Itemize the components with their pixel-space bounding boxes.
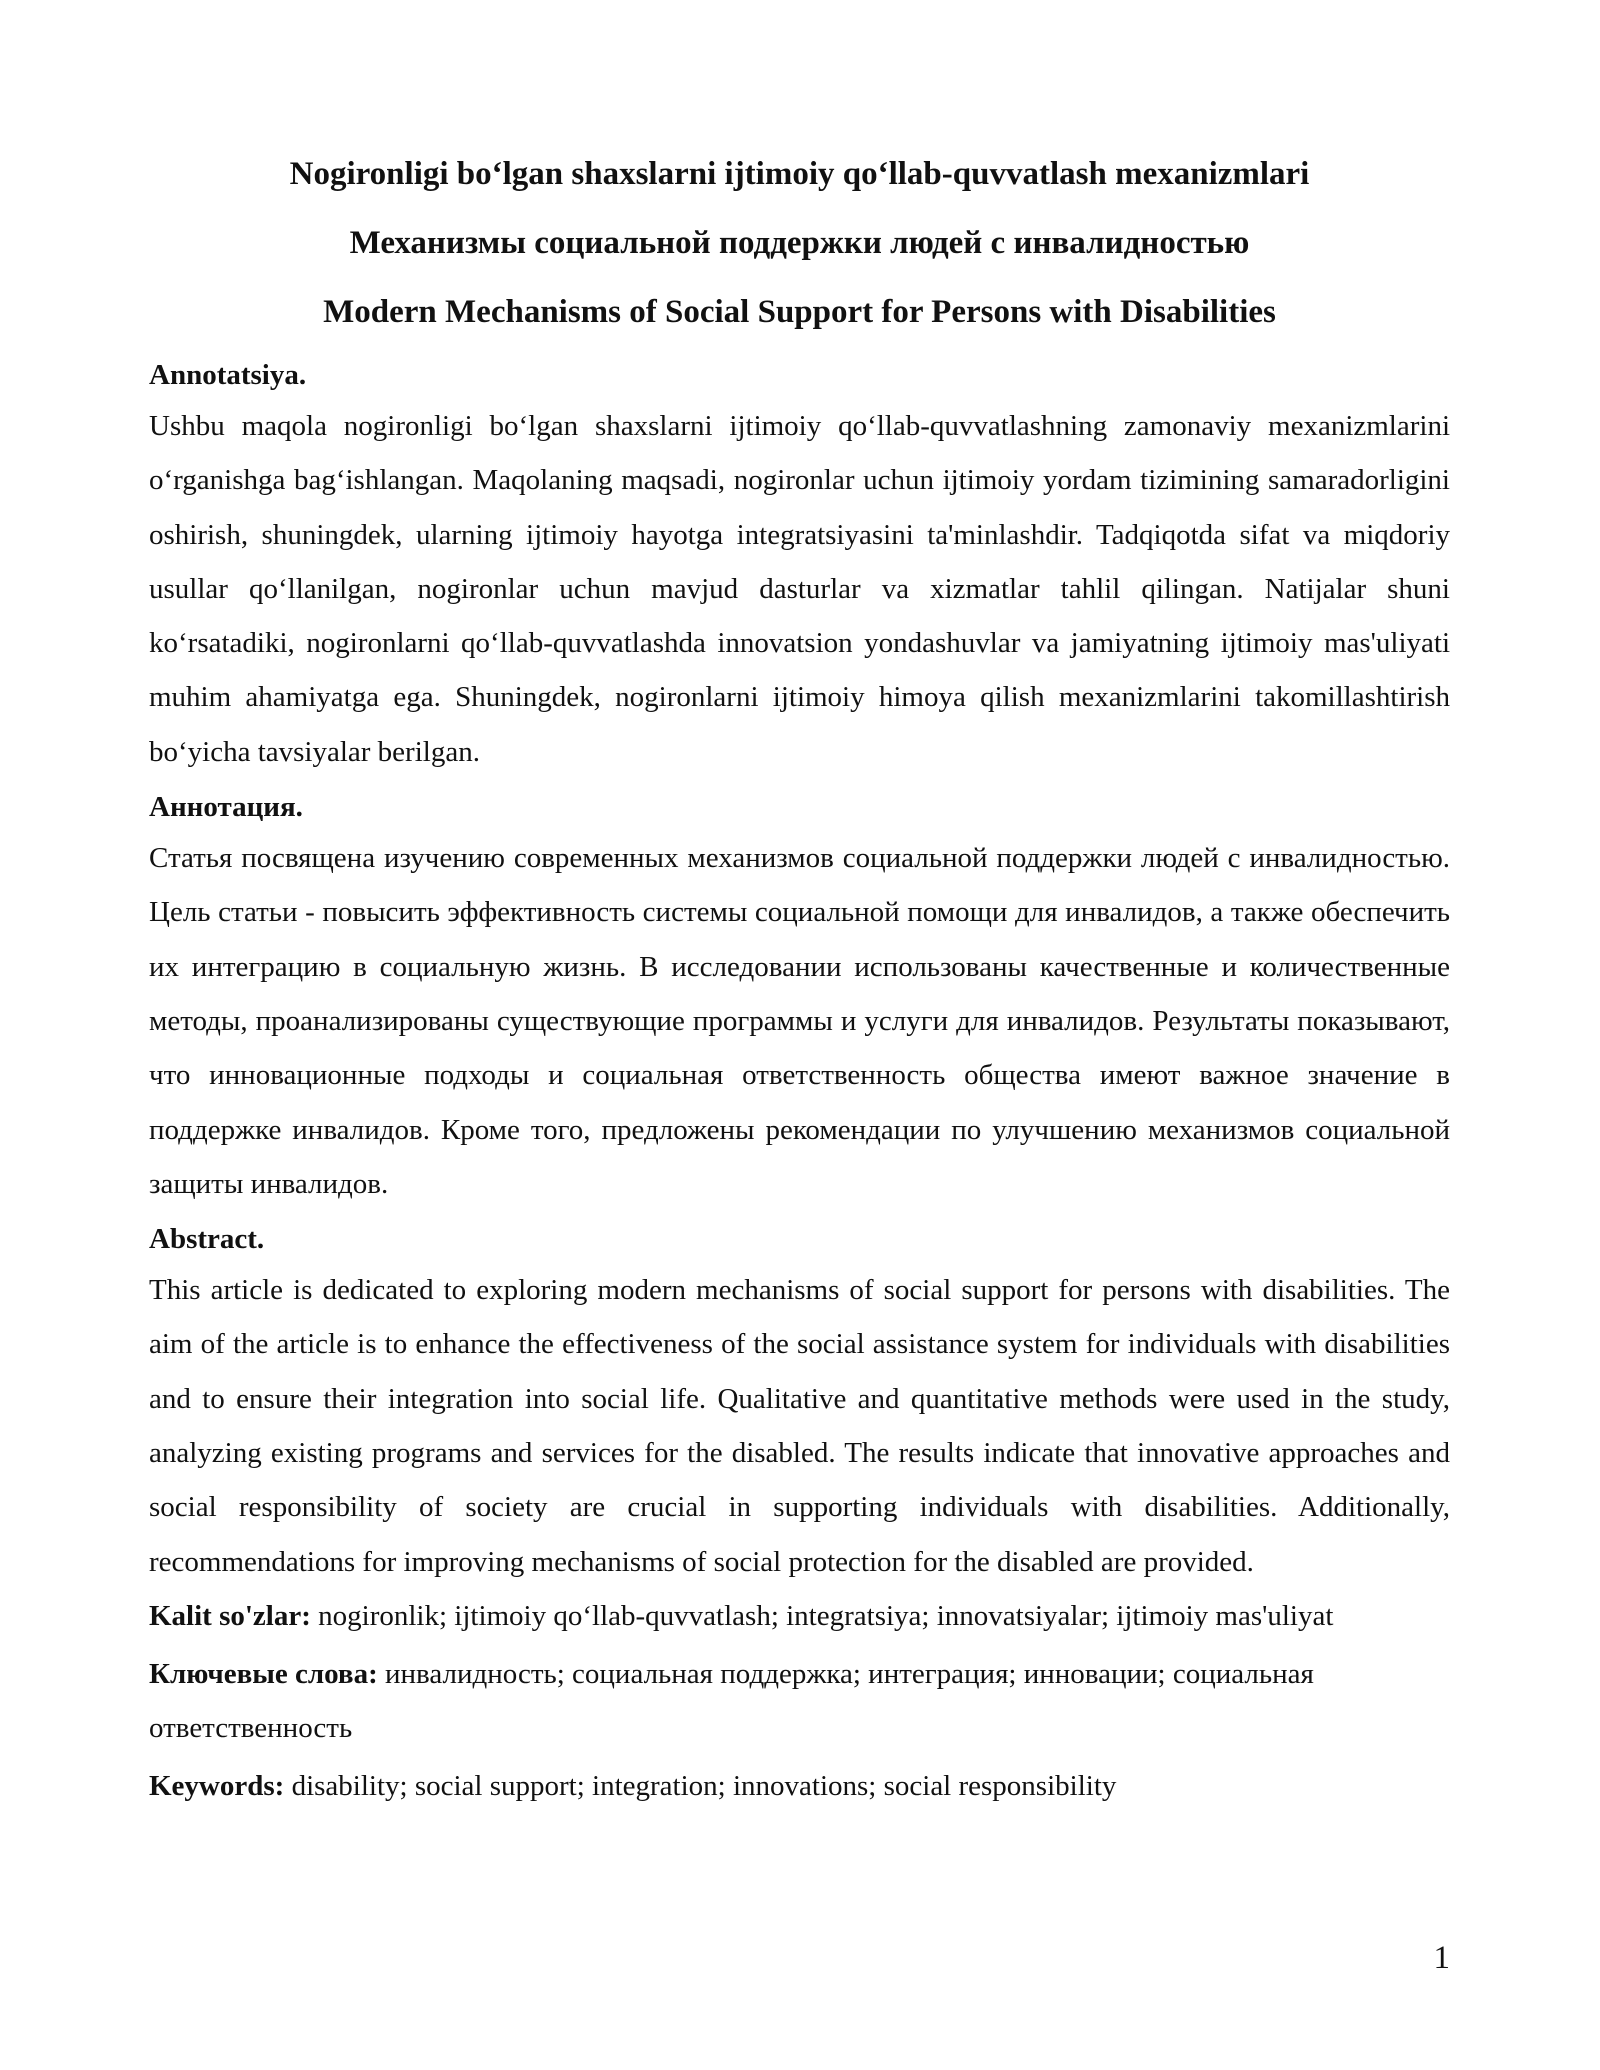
- abstract-uzbek-heading: Annotatsiya.: [149, 359, 307, 391]
- keywords-english: [149, 1759, 1450, 1813]
- title-block: [149, 140, 1450, 347]
- keywords-english-text: disability; social support; integration; innovations; social responsibility: [284, 1769, 1117, 1802]
- page-number: 1: [1433, 1940, 1450, 1976]
- abstract-uzbek-text: Ushbu maqola nogironligi bo‘lgan shaxslarni ijtimoiy qo‘llab-quvvatlashning zamonaviy mexanizmlarini o‘rganishga bag‘ishlangan. Maqolaning maqsadi, nogironlar uchun ijtimoiy yordam tizimining samaradorligini oshirish, shuningdek, ularning ijtimoiy hayotga integratsiyasini ta'minlashdir. Tadqiqotda sifat va miqdoriy usullar qo‘llanilgan, nogironlar uchun mavjud dasturlar va xizmatlar tahlil qilingan. Natijalar shuni ko‘rsatadiki, nogironlarni qo‘llab-quvvatlashda innovatsion yondashuvlar va jamiyatning ijtimoiy mas'uliyati muhim ahamiyatga ega. Shuningdek, nogironlarni ijtimoiy himoya qilish mexanizmlarini takomillashtirish bo‘yicha tavsiyalar berilgan.: [149, 410, 1450, 768]
- keywords-uzbek: [149, 1589, 1450, 1643]
- keywords-russian-label: Ключевые слова:: [149, 1657, 378, 1690]
- abstract-russian-heading: Аннотация.: [149, 791, 303, 824]
- title-russian: Механизмы социальной поддержки людей с инвалидностью: [349, 225, 1250, 261]
- keywords-english-label: Keywords:: [149, 1769, 285, 1802]
- abstract-english-heading: Abstract.: [149, 1223, 265, 1256]
- keywords-uzbek-text: nogironlik; ijtimoiy qo‘llab-quvvatlash; integratsiya; innovatsiyalar; ijtimoiy mas'uliyat: [310, 1599, 1334, 1632]
- abstract-russian-text: Статья посвящена изучению современных механизмов социальной поддержки людей с инвалидностью. Цель статьи - повысить эффективность системы социальной помощи для инвалидов, а также обеспечить их интеграцию в социальную жизнь. В исследовании использованы качественные и количественные методы, проанализированы существующие программы и услуги для инвалидов. Результаты показывают, что инновационные подходы и социальная ответственность общества имеют важное значение в поддержке инвалидов. Кроме того, предложены рекомендации по улучшению механизмов социальной защиты инвалидов.: [149, 842, 1450, 1200]
- title-english: Modern Mechanisms of Social Support for Persons with Disabilities: [323, 294, 1276, 330]
- abstract-russian-section: [149, 787, 1450, 1211]
- keywords-uzbek-label: Kalit so'zlar:: [149, 1599, 311, 1632]
- abstract-english-text: This article is dedicated to exploring modern mechanisms of social support for persons with disabilities. The aim of the article is to enhance the effectiveness of the social assistance system for individuals with disabilities and to ensure their integration into social life. Qualitative and quantitative methods were used in the study, analyzing existing programs and services for the disabled. The results indicate that innovative approaches and social responsibility of society are crucial in supporting individuals with disabilities. Additionally, recommendations for improving mechanisms of social protection for the disabled are provided.: [149, 1274, 1450, 1578]
- abstract-english-section: [149, 1219, 1450, 1589]
- keywords-russian-text: инвалидность; социальная поддержка; интеграция; инновации; социальная ответственность: [149, 1657, 1314, 1744]
- title-uzbek: Nogironligi bo‘lgan shaxslarni ijtimoiy qo‘llab-quvvatlash mexanizmlari: [289, 156, 1310, 192]
- keywords-russian: [149, 1647, 1450, 1755]
- document-page: [149, 140, 1450, 1817]
- abstract-uzbek-section: [149, 355, 1450, 779]
